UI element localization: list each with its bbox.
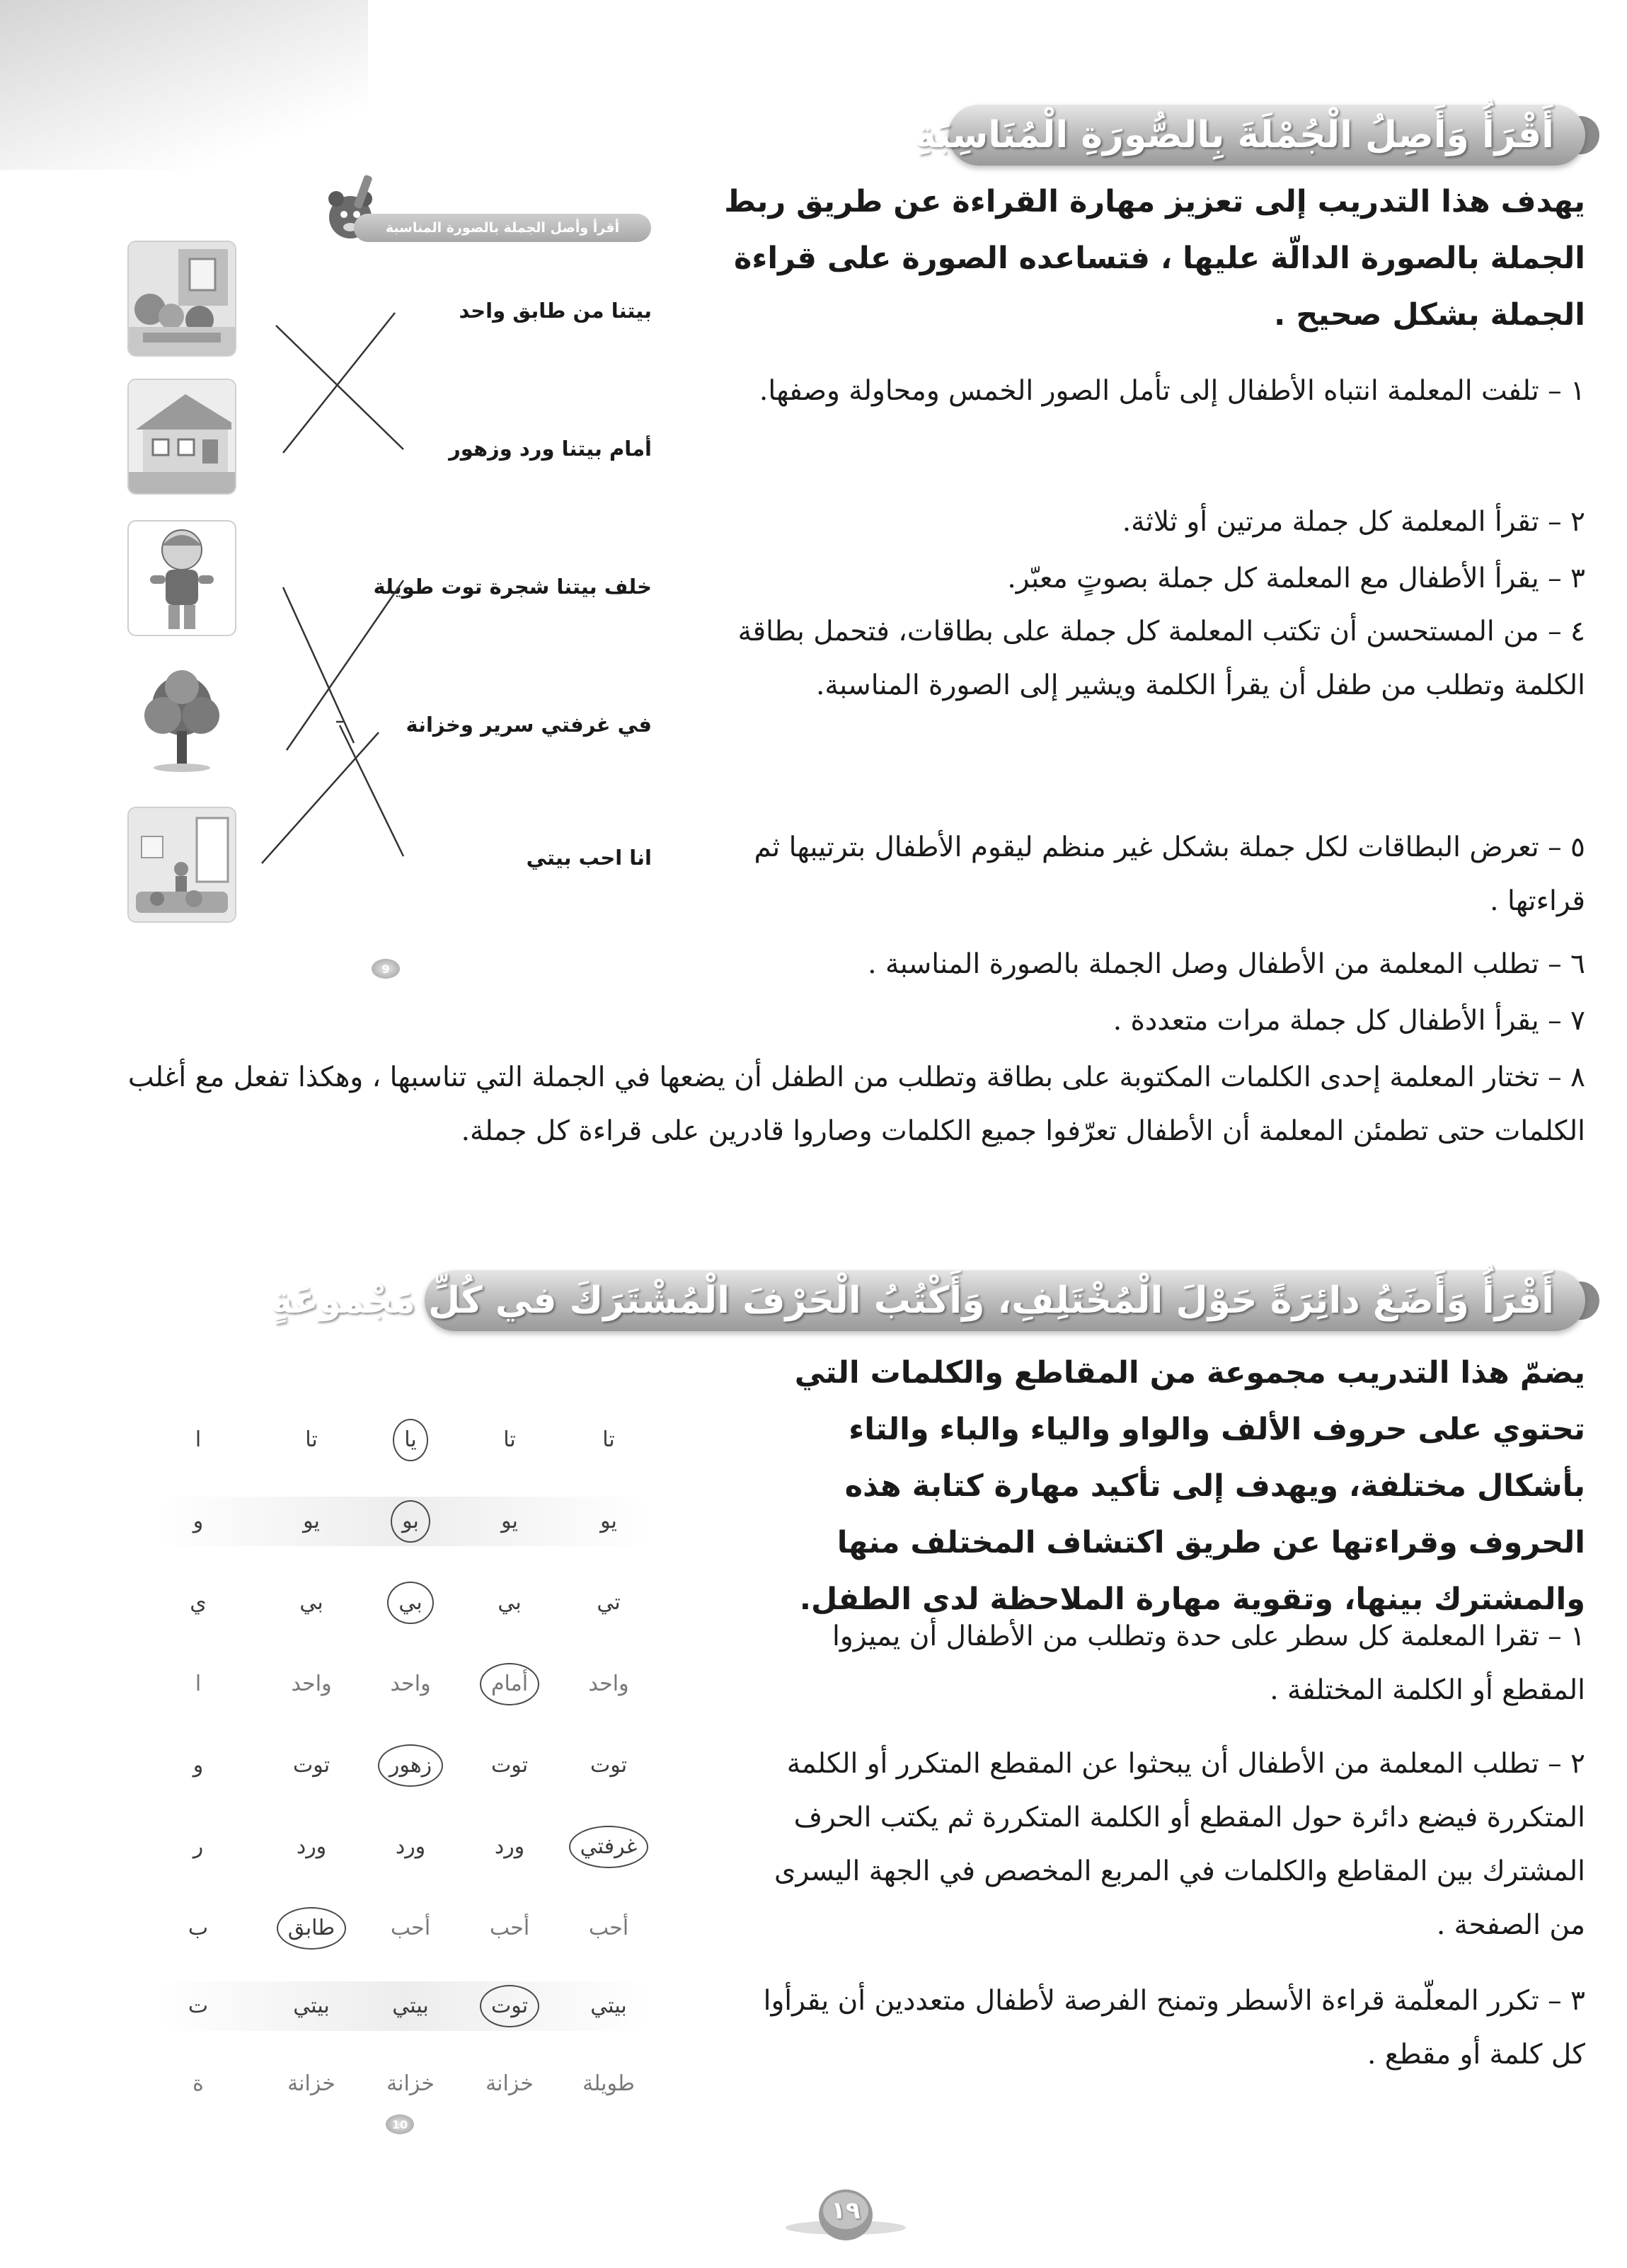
- grid-word: ورد: [296, 1834, 327, 1859]
- tree-picture: [127, 662, 236, 778]
- grid-row-7: [156, 1904, 651, 1953]
- grid-word: أحب: [588, 1916, 629, 1940]
- grid-word: خزانة: [386, 2071, 435, 2096]
- exercise-sentence-4: في غرفتي سرير وخزانة: [406, 713, 652, 737]
- exercise-badge-10: 10: [386, 2114, 414, 2134]
- section1-step-2: ٢ – تقرأ المعلمة كل جملة مرتين أو ثلاثة.: [1122, 506, 1585, 538]
- house-picture: [127, 379, 236, 495]
- grid-word: بيتي: [293, 1993, 330, 2018]
- section1-banner: [914, 105, 1585, 166]
- grid-letter: ا: [195, 1671, 202, 1696]
- grid-word: أحب: [489, 1916, 530, 1940]
- grid-word-circled: بي: [368, 1578, 453, 1628]
- grid-word: تا: [305, 1427, 318, 1452]
- grid-word: بي: [498, 1590, 522, 1615]
- grid-word: يو: [501, 1509, 518, 1533]
- grid-row-6: [156, 1822, 651, 1872]
- grid-letter: ب: [188, 1916, 209, 1940]
- grid-word: بيتي: [392, 1993, 429, 2018]
- grid-word: طويلة: [582, 2071, 635, 2096]
- section2-intro: يضمّ هذا التدريب مجموعة من المقاطع والكلمات التي تحتوي على حروف الألف والواو والياء والباء والتاء بأشكال مختلفة، ويهدف إلى تأكيد مهارة كتابة هذه الحروف وقراءتها عن طريق اكتشاف المختلف منها والمشترك بينها، وتقوية مهارة الملاحظة لدى الطفل.: [794, 1355, 1585, 1617]
- exercise-sentence-5: انا احب بيتي: [526, 846, 652, 870]
- grid-letter: و: [192, 1753, 204, 1778]
- section1-step-7: ٧ – يقرأ الأطفال كل جملة مرات متعددة .: [1113, 1005, 1585, 1037]
- grid-letter: ا: [195, 1427, 202, 1452]
- grid-word: بيتي: [590, 1993, 627, 2018]
- grid-row-9: [156, 2059, 651, 2109]
- grid-word: ورد: [395, 1834, 426, 1859]
- grid-word-circled: أمام: [467, 1659, 552, 1709]
- section2-step-1: ١ – تقرا المعلمة كل سطر على حدة وتطلب من الأطفال أن يميزوا المقطع أو الكلمة المختلفة .: [832, 1621, 1585, 1706]
- grid-row-5: [156, 1741, 651, 1790]
- grid-row-2: [156, 1497, 651, 1546]
- flower-house-picture: [127, 241, 236, 357]
- grid-word-circled: غرفتي: [566, 1822, 651, 1872]
- grid-word: يو: [600, 1509, 617, 1533]
- grid-word: توت: [292, 1753, 330, 1778]
- boy-picture: [127, 520, 236, 636]
- grid-word-circled: بو: [368, 1497, 453, 1546]
- grid-word: ورد: [494, 1834, 525, 1859]
- grid-word-circled: زهور: [368, 1741, 453, 1790]
- grid-letter: و: [192, 1509, 204, 1533]
- section1-step-8: ٨ – تختار المعلمة إحدى الكلمات المكتوبة على بطاقة وتطلب من الطفل أن يضعها في الجملة التي تناسبها ، وهكذا تفعل مع أغلب الكلمات حتى تطمئن المعلمة أن الأطفال تعرّفوا جميع الكلمات وصاروا قادرين على قراءة كل جملة.: [127, 1061, 1585, 1147]
- section1-step-1: ١ – تلفت المعلمة انتباه الأطفال إلى تأمل الصور الخمس ومحاولة وصفها.: [759, 375, 1585, 407]
- grid-word: خزانة: [287, 2071, 335, 2096]
- section2-step-2: ٢ – تطلب المعلمة من الأطفال أن يبحثوا عن المقطع المتكرر أو الكلمة المتكررة فيضع دائرة حول المقطع أو الكلمة المتكررة ثم يكتب الحرف المشترك بين المقاطع والكلمات في المربع المخصص في الجهة اليسرى من الصفحة .: [774, 1748, 1585, 1941]
- exercise-mini-banner-label: أقرأ وأصل الجملة بالصورة المناسبة: [385, 220, 620, 236]
- page-corner-shade: [0, 0, 368, 170]
- grid-word: واحد: [390, 1671, 431, 1696]
- grid-word: خزانة: [485, 2071, 534, 2096]
- grid-letter: ت: [188, 1993, 209, 2018]
- grid-word-circled: طابق: [269, 1904, 354, 1953]
- page-number-ornament: [786, 2187, 906, 2247]
- grid-word: بي: [299, 1590, 323, 1615]
- bedroom-picture: [127, 807, 236, 923]
- grid-letter: ي: [190, 1590, 207, 1615]
- grid-word: توت: [490, 1753, 529, 1778]
- section1-step-4: ٤ – من المستحسن أن تكتب المعلمة كل جملة على بطاقات، فتحمل بطاقة الكلمة وتطلب من طفل أن يقرأ الكلمة ويشير إلى الصورة المناسبة.: [737, 616, 1585, 701]
- page-number: ١٩: [831, 2197, 861, 2225]
- grid-word-circled: توت: [467, 1981, 552, 2031]
- section1-step-6: ٦ – تطلب المعلمة من الأطفال وصل الجملة بالصورة المناسبة .: [868, 948, 1585, 980]
- grid-word: تا: [602, 1427, 615, 1452]
- section2-banner-title: أَقْرَأُ وَأَضَعُ دائِرَةً حَوْلَ الْمُخْتَلِفِ، وَأَكْتُبُ الْحَرْفَ الْمُشْتَرَكَ في كُلِّ مَجْموعَةٍ: [270, 1279, 1554, 1322]
- section2-banner: [270, 1270, 1585, 1331]
- grid-word-circled: يا: [368, 1415, 453, 1465]
- grid-word: واحد: [291, 1671, 332, 1696]
- grid-word: توت: [590, 1753, 628, 1778]
- grid-row-8: [156, 1981, 651, 2031]
- grid-word: واحد: [588, 1671, 629, 1696]
- grid-word: يو: [303, 1509, 320, 1533]
- grid-letter: ة: [192, 2071, 204, 2096]
- grid-word: تي: [597, 1590, 621, 1615]
- grid-row-4: [156, 1659, 651, 1709]
- section1-banner-title: أَقْرَأُ وَأَصِلُ الْجُمْلَةَ بِالصُّورَةِ الْمُنَاسِبَةِ: [914, 114, 1554, 156]
- exercise-sentence-1: بيتنا من طابق واحد: [459, 299, 652, 323]
- exercise-sentence-3: خلف بيتنا شجرة توت طويلة: [373, 575, 652, 599]
- exercise-badge-9: 9: [372, 959, 400, 979]
- grid-letter: ر: [192, 1834, 204, 1859]
- section1-step-3: ٣ – يقرأ الأطفال مع المعلمة كل جملة بصوتٍ معبّر.: [1007, 563, 1585, 594]
- grid-word: أحب: [390, 1916, 431, 1940]
- grid-word: تا: [503, 1427, 516, 1452]
- section2-step-3: ٣ – تكرر المعلّمة قراءة الأسطر وتمنح الفرصة لأطفال متعددين أن يقرأوا كل كلمة أو مقطع .: [763, 1985, 1585, 2071]
- grid-row-3: [156, 1578, 651, 1628]
- section1-intro: يهدف هذا التدريب إلى تعزيز مهارة القراءة عن طريق ربط الجملة بالصورة الدالّة عليها ، فتساعده الصورة على قراءة الجملة بشكل صحيح .: [724, 184, 1585, 333]
- exercise-sentence-2: أمام بيتنا ورد وزهور: [449, 437, 652, 461]
- matching-lines: [234, 297, 418, 877]
- section1-step-5: ٥ – تعرض البطاقات لكل جملة بشكل غير منظم ليقوم الأطفال بترتيبها ثم قراءتها .: [754, 831, 1585, 917]
- exercise-mini-banner: [354, 214, 651, 242]
- grid-row-1: [156, 1415, 651, 1465]
